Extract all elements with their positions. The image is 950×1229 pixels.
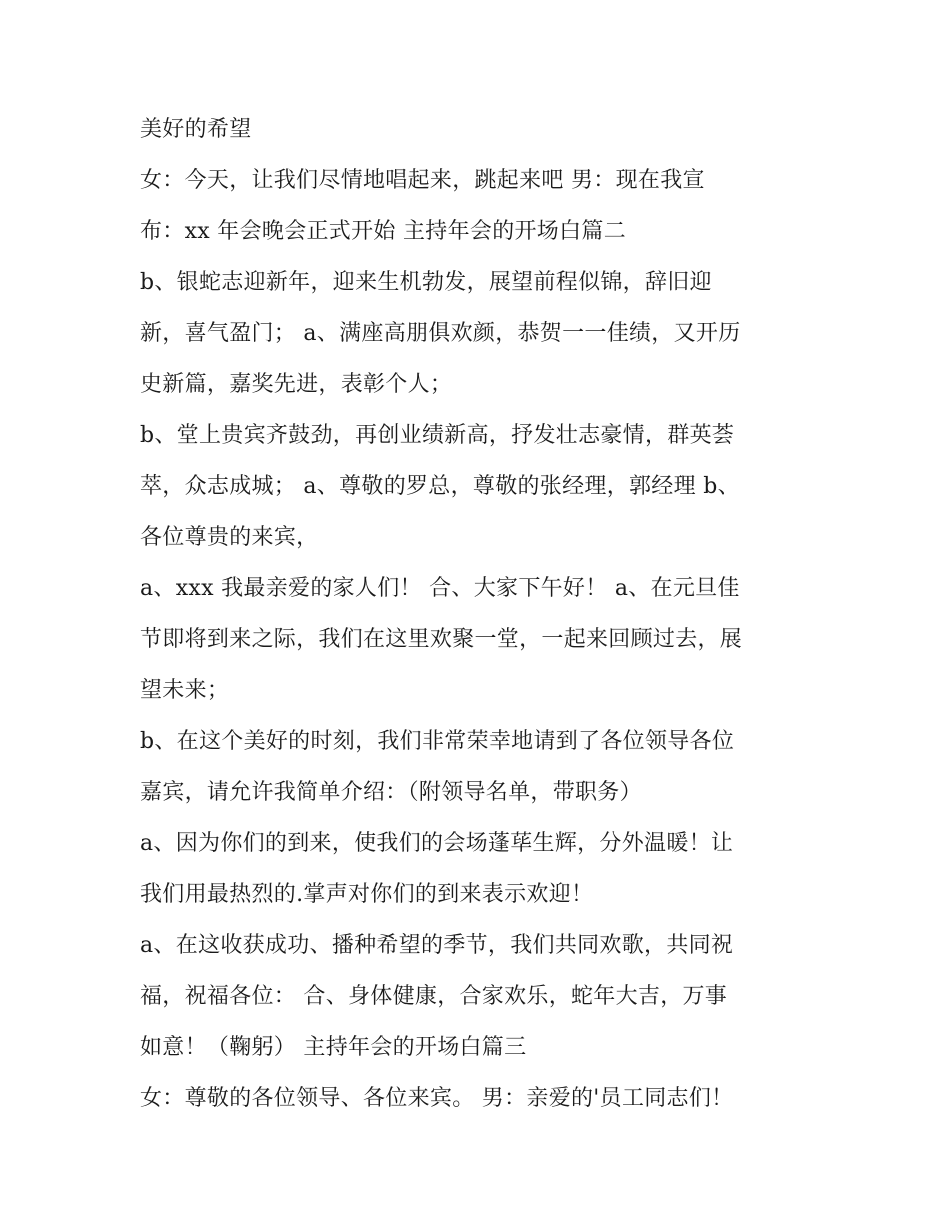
text-line-20: 女：尊敬的各位领导、各位来宾。 男：亲爱的'员工同志们！	[140, 1086, 734, 1111]
text-line-13: b、在这个美好的时刻，我们非常荣幸地请到了各位领导各位	[140, 729, 735, 754]
text-line-4: b、银蛇志迎新年，迎来生机勃发，展望前程似锦，辞旧迎	[140, 270, 712, 295]
text-line-1: 美好的希望	[140, 117, 252, 142]
text-line-15: a、因为你们的到来，使我们的会场蓬荜生辉，分外温暖！让	[140, 831, 734, 856]
text-line-7: b、堂上贵宾齐鼓劲，再创业绩新高，抒发壮志豪情，群英荟	[140, 423, 735, 448]
text-line-11: 节即将到来之际，我们在这里欢聚一堂，一起来回顾过去，展	[140, 627, 743, 652]
text-line-14: 嘉宾，请允许我简单介绍：（附领导名单，带职务）	[140, 780, 642, 805]
document-body	[140, 104, 830, 1124]
text-line-2: 女：今天，让我们尽情地唱起来，跳起来吧 男：现在我宣	[140, 168, 705, 193]
text-line-8: 萃，众志成城； a、尊敬的罗总，尊敬的张经理，郭经理 b、	[140, 474, 740, 499]
text-line-6: 史新篇，嘉奖先进，表彰个人；	[140, 372, 453, 397]
text-line-17: a、在这收获成功、播种希望的季节，我们共同欢歌，共同祝	[140, 933, 734, 958]
text-line-3: 布：xx 年会晚会正式开始 主持年会的开场白篇二	[140, 219, 627, 244]
text-line-10: a、xxx 我最亲爱的家人们！ 合、大家下午好！ a、在元旦佳	[140, 576, 740, 601]
text-line-5: 新，喜气盈门； a、满座高朋俱欢颜，恭贺一一佳绩，又开历	[140, 321, 741, 346]
text-line-19: 如意！（鞠躬） 主持年会的开场白篇三	[140, 1035, 527, 1060]
text-line-9: 各位尊贵的来宾，	[140, 525, 319, 550]
text-line-12: 望未来；	[140, 678, 230, 703]
text-line-16: 我们用最热烈的.掌声对你们的到来表示欢迎！	[140, 882, 594, 907]
text-line-18: 福，祝福各位： 合、身体健康，合家欢乐，蛇年大吉，万事	[140, 984, 728, 1009]
